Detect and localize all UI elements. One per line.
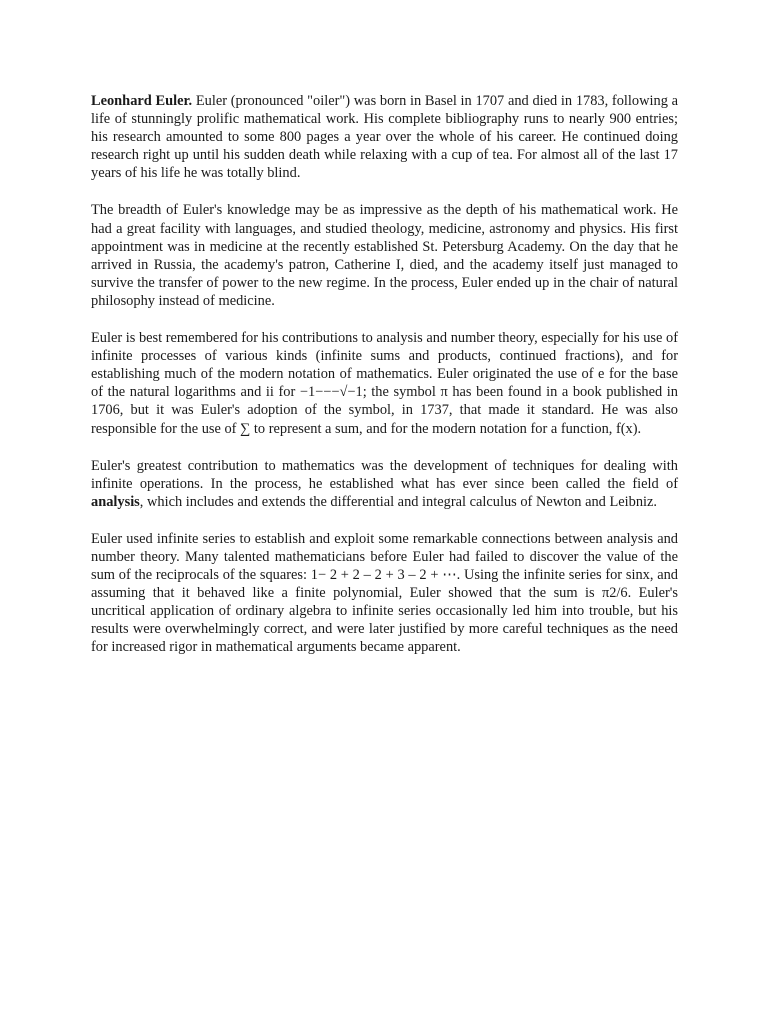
paragraph-heading: Leonhard Euler. — [91, 93, 193, 109]
paragraph-text: , which includes and extends the differential and integral calculus of Newton and Leibniz. — [139, 493, 658, 510]
bold-term-analysis: analysis — [91, 493, 140, 510]
paragraph-notation — [91, 329, 678, 438]
paragraph-analysis — [91, 457, 678, 511]
paragraph-text: Euler (pronounced "oiler") was born in Basel in 1707 and died in 1783, following a life of stunningly prolific mathematical work. His complete bibliography runs to nearly 900 entries; his research amounted to some 800 pages a year over the whole of his career. He continued doing research right up until his sudden death while relaxing with a cup of tea. For almost all of the last 17 years of his life he was totally blind. — [91, 93, 678, 182]
paragraph-infinite-series — [91, 530, 678, 657]
paragraph-knowledge — [91, 201, 678, 310]
paragraph-text: The breadth of Euler's knowledge may be as impressive as the depth of his mathematical work. He had a great facility with languages, and studied theology, medicine, astronomy and physics. His first appointment was in medicine at the recently established St. Petersburg Academy. On the day that he arrived in Russia, the academy's patron, Catherine I, died, and the academy itself just managed to survive the transfer of power to the new regime. In the process, Euler ended up in the chair of natural philosophy instead of medicine. — [91, 202, 678, 309]
paragraph-text: Euler is best remembered for his contributions to analysis and number theory, especially for his use of infinite processes of various kinds (infinite sums and products, continued fractions), and for establishing much of the modern notation of mathematics. Euler originated the use of e for the base of the natural logarithms and ii for −1−−−√−1; the symbol π has been found in a book published in 1706, but it was Euler's adoption of the symbol, in 1737, that made it standard. He was also responsible for the use of ∑ to represent a sum, and for the modern notation for a function, f(x). — [91, 330, 678, 437]
document-page — [91, 92, 678, 657]
paragraph-text: Euler's greatest contribution to mathematics was the development of techniques for dealing with infinite operations. In the process, he established what has ever since been called the field of — [91, 457, 678, 492]
paragraph-biography — [91, 92, 678, 182]
paragraph-text: Euler used infinite series to establish and exploit some remarkable connections between analysis and number theory. Many talented mathematicians before Euler had failed to discover the value of the sum of the reciprocals of the squares: 1− 2 + 2 – 2 + 3 – 2 + ⋯. Using the infinite series for sinx, and assuming that it behaved like a finite polynomial, Euler showed that the sum is π2/6. Euler's uncritical application of ordinary algebra to infinite series occasionally led him into trouble, but his results were overwhelmingly correct, and were later justified by more careful techniques as the need for increased rigor in mathematical arguments became apparent. — [91, 530, 678, 656]
